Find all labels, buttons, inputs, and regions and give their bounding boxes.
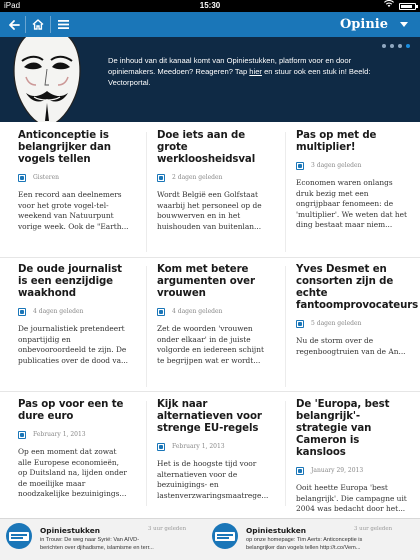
article-date: Gisteren — [33, 174, 60, 181]
feed-text — [40, 536, 208, 552]
wifi-icon — [384, 0, 394, 12]
row-divider — [0, 257, 420, 258]
article-title[interactable]: De oude journalist is een eenzijdige waakhond — [18, 264, 122, 299]
status-bar — [0, 0, 420, 12]
feed-item[interactable] — [212, 519, 414, 560]
hamburger-menu-icon — [58, 20, 69, 29]
banner-link-hier[interactable]: hier — [249, 67, 262, 76]
home-icon — [32, 19, 44, 30]
article-meta — [296, 466, 408, 475]
source-icon — [18, 174, 26, 182]
article-date: 5 dagen geleden — [311, 320, 362, 327]
article-card[interactable] — [296, 399, 408, 515]
row-divider — [0, 391, 420, 392]
article-date: 4 dagen geleden — [172, 308, 223, 315]
article-meta — [18, 173, 130, 182]
column-divider — [285, 132, 286, 252]
feed-ticker — [0, 518, 420, 560]
article-title[interactable]: Doe iets aan de grote werkloosheidsval — [157, 130, 256, 165]
article-excerpt: Op een moment dat zowat alle Europese economieën, op Duitsland na, lijden onder de moeilijke maar noodzakelijke bezuinigings... — [18, 447, 127, 499]
article-title[interactable]: Pas op met de multiplier! — [296, 130, 377, 153]
feed-item[interactable] — [6, 519, 208, 560]
source-icon — [157, 308, 165, 316]
channel-banner — [0, 37, 420, 122]
article-meta — [157, 442, 269, 451]
article-title[interactable]: Pas op voor een te dure euro — [18, 399, 124, 422]
page-dot[interactable] — [398, 44, 402, 48]
article-title[interactable]: Kom met betere argumenten over vrouwen — [157, 264, 255, 299]
source-icon — [296, 467, 304, 475]
article-card[interactable] — [18, 399, 130, 500]
banner-description — [108, 55, 398, 88]
feed-author: Opiniestukken — [40, 526, 101, 535]
article-card[interactable] — [18, 130, 130, 232]
article-excerpt: Economen waren onlangs druk bezig met een ongrijpbaar fenomeen: de 'multiplier'. We weten dat het ding bestaat maar niem... — [296, 178, 408, 230]
back-button[interactable] — [2, 12, 26, 37]
caret-down-icon[interactable] — [400, 22, 408, 27]
opiniestukken-logo-icon — [6, 523, 32, 549]
article-meta — [296, 161, 408, 170]
article-meta — [18, 307, 130, 316]
article-card[interactable] — [296, 130, 408, 231]
article-grid — [0, 122, 420, 518]
arrow-left-icon — [9, 20, 20, 30]
column-divider — [146, 132, 147, 252]
carrier-label: iPad — [4, 1, 21, 10]
article-excerpt: Wordt België een Golfstaat waarbij het personeel op de bouwwerven en in het huishouden van buitenlan... — [157, 190, 262, 231]
feed-text — [246, 536, 414, 552]
source-icon — [157, 443, 165, 451]
home-button[interactable] — [26, 12, 50, 37]
article-date: 4 dagen geleden — [33, 308, 84, 315]
column-divider — [146, 401, 147, 506]
article-excerpt: Zet de woorden 'vrouwen onder elkaar' in de juiste volgorde en iedereen schijnt te begrijpen wat er wordt... — [157, 324, 264, 365]
article-card[interactable] — [157, 130, 269, 232]
source-icon — [18, 308, 26, 316]
article-title[interactable]: Kijk naar alternatieven voor strenge EU-regels — [157, 399, 262, 434]
article-title[interactable]: Anticonceptie is belangrijker dan vogels tellen — [18, 130, 111, 165]
channel-title[interactable]: Opinie — [339, 17, 388, 32]
page-dot[interactable] — [382, 44, 386, 48]
guy-fawkes-mask-image — [6, 37, 88, 122]
source-icon — [296, 320, 304, 328]
article-card[interactable] — [157, 399, 269, 501]
feed-author: Opiniestukken — [246, 526, 307, 535]
article-meta — [18, 430, 130, 439]
article-excerpt: Ooit heette Europa 'best belangrijk'. Die campagne uit 2004 was bedacht door het... — [296, 483, 407, 514]
article-date: 3 dagen geleden — [311, 162, 362, 169]
page-dot[interactable] — [406, 44, 410, 48]
feed-text-line: berichten over djihadisme, islamisme en terr... — [40, 545, 154, 551]
banner-text-part: De inhoud van dit kanaal komt van Opiniestukken, platform voor en door opiniemakers. Meedoen? Reageren? Tap — [108, 56, 352, 76]
article-excerpt: Een record aan deelnemers voor het grote vogel-tel-weekend van Natuurpunt vorige week. Ook de "Earth... — [18, 190, 129, 231]
source-icon — [296, 162, 304, 170]
column-divider — [285, 266, 286, 387]
article-card[interactable] — [157, 264, 269, 366]
article-date: January 29, 2013 — [311, 467, 364, 474]
feed-text-line: op onze homepage: Tim Aerts: Anticonceptie is — [246, 537, 363, 543]
article-card[interactable] — [18, 264, 130, 366]
article-excerpt: Nu de storm over de regenboogtruien van de An... — [296, 336, 406, 356]
status-time: 15:30 — [199, 1, 221, 10]
article-title[interactable]: De 'Europa, best belangrijk'-strategie van Cameron is kansloos — [296, 399, 390, 458]
column-divider — [146, 266, 147, 387]
battery-icon — [399, 3, 416, 10]
page-indicator[interactable] — [382, 44, 410, 48]
article-meta — [157, 173, 269, 182]
feed-text-line: belangrijker dan vogels tellen http://t.co/Vem... — [246, 545, 361, 551]
column-divider — [285, 401, 286, 506]
article-date: February 1, 2013 — [172, 443, 225, 450]
article-date: 2 dagen geleden — [172, 174, 223, 181]
article-title[interactable]: Yves Desmet en consorten zijn de echte fantoomprovocateurs — [296, 264, 419, 311]
article-meta — [296, 319, 408, 328]
source-icon — [18, 431, 26, 439]
app-header — [0, 12, 420, 37]
menu-button[interactable] — [51, 12, 75, 37]
article-meta — [157, 307, 269, 316]
battery-level — [401, 5, 412, 8]
source-icon — [157, 174, 165, 182]
opiniestukken-logo-icon — [212, 523, 238, 549]
feed-time: 3 uur geleden — [354, 526, 393, 532]
feed-time: 3 uur geleden — [148, 526, 187, 532]
article-card[interactable] — [296, 264, 419, 357]
article-excerpt: Het is de hoogste tijd voor alternatieven voor de bezuinigings- en lastenverzwaringsmaatrege... — [157, 459, 269, 500]
article-excerpt: De journalistiek pretendeert onpartijdig en onbevooroordeeld te zijn. De publicaties over de dood va... — [18, 324, 129, 365]
article-date: February 1, 2013 — [33, 431, 86, 438]
banner-text-part: en stuur ook een stuk in! Beeld: Vectorportal. — [108, 67, 371, 87]
feed-text-line: in Trouw: De weg naar Syrië: Van AIVD- — [40, 537, 140, 543]
page-dot[interactable] — [390, 44, 394, 48]
